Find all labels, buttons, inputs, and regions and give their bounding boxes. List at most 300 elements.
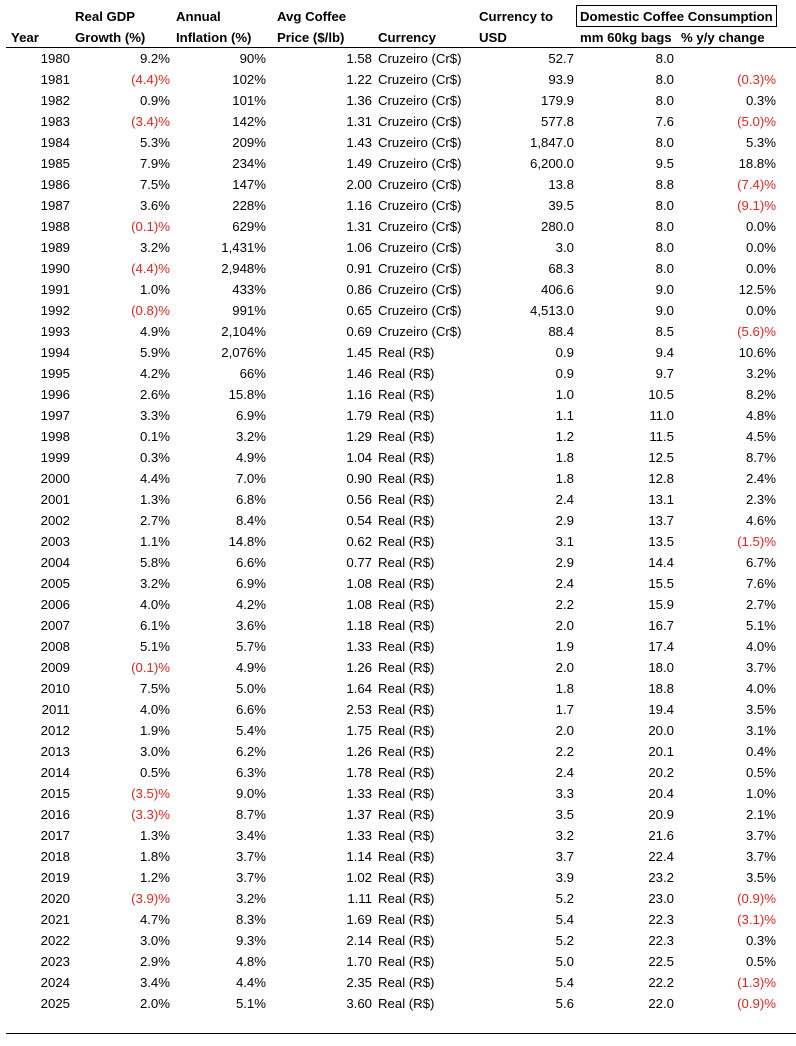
cell-coffee-price: 1.46 (346, 366, 372, 381)
cell-gdp-growth: 3.6% (139, 198, 170, 213)
cell-currency: Real (R$) (378, 996, 435, 1011)
cell-fx-rate: 2.2 (555, 597, 574, 612)
cell-gdp-growth: 5.1% (139, 639, 170, 654)
cell-inflation: 5.4% (235, 723, 266, 738)
header-inflation-line1: Annual (176, 9, 221, 24)
cell-currency: Real (R$) (378, 492, 435, 507)
table-row (0, 594, 796, 615)
cell-coffee-price: 1.79 (346, 408, 372, 423)
cell-coffee-price: 0.91 (346, 261, 372, 276)
cell-bags: 23.2 (648, 870, 674, 885)
cell-year: 1999 (40, 450, 70, 465)
table-row (0, 510, 796, 531)
cell-fx-rate: 2.9 (555, 555, 574, 570)
cell-fx-rate: 280.0 (540, 219, 574, 234)
table-row (0, 531, 796, 552)
table-row (0, 552, 796, 573)
cell-inflation: 4.8% (235, 954, 266, 969)
cell-fx-rate: 0.9 (555, 345, 574, 360)
cell-fx-rate: 179.9 (540, 93, 574, 108)
cell-currency: Real (R$) (378, 429, 435, 444)
cell-fx-rate: 52.7 (548, 51, 574, 66)
cell-yoy-change: (7.4)% (737, 177, 776, 192)
cell-gdp-growth: 7.9% (139, 156, 170, 171)
cell-yoy-change: 10.6% (738, 345, 776, 360)
cell-fx-rate: 3.9 (555, 870, 574, 885)
cell-gdp-growth: 1.9% (139, 723, 170, 738)
cell-yoy-change: (0.9)% (737, 891, 776, 906)
cell-gdp-growth: 7.5% (139, 681, 170, 696)
cell-currency: Real (R$) (378, 471, 435, 486)
cell-inflation: 9.3% (235, 933, 266, 948)
cell-gdp-growth: 1.3% (139, 492, 170, 507)
table-row (0, 69, 796, 90)
cell-gdp-growth: 5.8% (139, 555, 170, 570)
cell-year: 2006 (40, 597, 70, 612)
cell-year: 2008 (40, 639, 70, 654)
cell-bags: 13.7 (648, 513, 674, 528)
cell-coffee-price: 0.54 (346, 513, 372, 528)
cell-fx-rate: 3.2 (555, 828, 574, 843)
table-row (0, 447, 796, 468)
cell-fx-rate: 2.4 (555, 765, 574, 780)
cell-yoy-change: 0.3% (745, 933, 776, 948)
cell-fx-rate: 1.1 (555, 408, 574, 423)
cell-fx-rate: 2.0 (555, 723, 574, 738)
table-row (0, 384, 796, 405)
cell-fx-rate: 88.4 (548, 324, 574, 339)
cell-year: 2020 (40, 891, 70, 906)
cell-bags: 8.5 (655, 324, 674, 339)
cell-fx-rate: 1.8 (555, 681, 574, 696)
cell-fx-rate: 1.2 (555, 429, 574, 444)
cell-coffee-price: 1.26 (346, 744, 372, 759)
cell-yoy-change: 5.1% (745, 618, 776, 633)
cell-gdp-growth: 3.3% (139, 408, 170, 423)
cell-gdp-growth: 4.9% (139, 324, 170, 339)
cell-inflation: 2,948% (221, 261, 266, 276)
cell-yoy-change: 2.3% (745, 492, 776, 507)
cell-yoy-change: 0.0% (745, 219, 776, 234)
cell-inflation: 66% (239, 366, 266, 381)
cell-currency: Real (R$) (378, 366, 435, 381)
cell-coffee-price: 1.37 (346, 807, 372, 822)
header-bags: mm 60kg bags (580, 30, 672, 45)
cell-fx-rate: 3.3 (555, 786, 574, 801)
cell-yoy-change: 0.4% (745, 744, 776, 759)
cell-currency: Cruzeiro (Cr$) (378, 198, 462, 213)
cell-gdp-growth: 4.7% (139, 912, 170, 927)
cell-gdp-growth: 3.2% (139, 240, 170, 255)
cell-currency: Real (R$) (378, 387, 435, 402)
cell-year: 2013 (40, 744, 70, 759)
cell-inflation: 6.8% (235, 492, 266, 507)
cell-bags: 22.5 (648, 954, 674, 969)
cell-fx-rate: 39.5 (548, 198, 574, 213)
table-row (0, 846, 796, 867)
cell-currency: Real (R$) (378, 345, 435, 360)
cell-bags: 10.5 (648, 387, 674, 402)
cell-bags: 9.4 (655, 345, 674, 360)
cell-bags: 8.0 (655, 72, 674, 87)
cell-inflation: 5.7% (235, 639, 266, 654)
cell-yoy-change: 3.5% (745, 702, 776, 717)
table-row (0, 972, 796, 993)
cell-year: 1997 (40, 408, 70, 423)
cell-currency: Real (R$) (378, 408, 435, 423)
cell-currency: Real (R$) (378, 618, 435, 633)
cell-fx-rate: 3.5 (555, 807, 574, 822)
table-row (0, 699, 796, 720)
cell-year: 1984 (40, 135, 70, 150)
cell-bags: 18.8 (648, 681, 674, 696)
cell-coffee-price: 1.49 (346, 156, 372, 171)
cell-bags: 20.9 (648, 807, 674, 822)
cell-fx-rate: 3.7 (555, 849, 574, 864)
cell-yoy-change: 2.7% (745, 597, 776, 612)
cell-fx-rate: 4,513.0 (530, 303, 574, 318)
cell-fx-rate: 1.0 (555, 387, 574, 402)
cell-bags: 9.7 (655, 366, 674, 381)
cell-yoy-change: 0.3% (745, 93, 776, 108)
cell-gdp-growth: 3.4% (139, 975, 170, 990)
cell-coffee-price: 1.43 (346, 135, 372, 150)
table-row (0, 741, 796, 762)
cell-bags: 14.4 (648, 555, 674, 570)
cell-currency: Cruzeiro (Cr$) (378, 114, 462, 129)
cell-bags: 22.0 (648, 996, 674, 1011)
cell-inflation: 3.6% (235, 618, 266, 633)
cell-gdp-growth: 4.2% (139, 366, 170, 381)
cell-currency: Real (R$) (378, 828, 435, 843)
cell-yoy-change: 3.5% (745, 870, 776, 885)
cell-gdp-growth: 9.2% (139, 51, 170, 66)
cell-bags: 12.8 (648, 471, 674, 486)
cell-coffee-price: 2.14 (346, 933, 372, 948)
cell-currency: Real (R$) (378, 765, 435, 780)
cell-inflation: 4.9% (235, 660, 266, 675)
cell-year: 1996 (40, 387, 70, 402)
cell-bags: 22.3 (648, 912, 674, 927)
cell-yoy-change: 2.4% (745, 471, 776, 486)
cell-yoy-change: 4.8% (745, 408, 776, 423)
cell-gdp-growth: 1.1% (139, 534, 170, 549)
cell-bags: 18.0 (648, 660, 674, 675)
cell-bags: 20.1 (648, 744, 674, 759)
cell-fx-rate: 0.9 (555, 366, 574, 381)
table-row (0, 426, 796, 447)
cell-fx-rate: 6,200.0 (530, 156, 574, 171)
cell-yoy-change: 8.2% (745, 387, 776, 402)
cell-currency: Cruzeiro (Cr$) (378, 282, 462, 297)
cell-year: 1991 (40, 282, 70, 297)
cell-bags: 20.4 (648, 786, 674, 801)
cell-bags: 8.0 (655, 240, 674, 255)
cell-currency: Real (R$) (378, 681, 435, 696)
cell-year: 1998 (40, 429, 70, 444)
cell-inflation: 6.9% (235, 408, 266, 423)
cell-currency: Real (R$) (378, 954, 435, 969)
cell-yoy-change: 3.7% (745, 849, 776, 864)
cell-yoy-change: 0.0% (745, 303, 776, 318)
table-row (0, 720, 796, 741)
cell-bags: 22.2 (648, 975, 674, 990)
cell-gdp-growth: 2.7% (139, 513, 170, 528)
cell-yoy-change: 0.0% (745, 261, 776, 276)
cell-bags: 8.0 (655, 261, 674, 276)
cell-coffee-price: 0.65 (346, 303, 372, 318)
table-row (0, 993, 796, 1014)
cell-gdp-growth: (0.1)% (131, 660, 170, 675)
cell-bags: 9.0 (655, 303, 674, 318)
cell-year: 1993 (40, 324, 70, 339)
cell-year: 2018 (40, 849, 70, 864)
cell-inflation: 3.7% (235, 849, 266, 864)
table-row (0, 363, 796, 384)
header-gdp-line2: Growth (%) (75, 30, 146, 45)
cell-inflation: 3.2% (235, 429, 266, 444)
cell-yoy-change: 3.1% (745, 723, 776, 738)
cell-coffee-price: 1.11 (347, 891, 372, 906)
cell-yoy-change: 4.0% (745, 681, 776, 696)
cell-inflation: 5.1% (235, 996, 266, 1011)
cell-bags: 20.2 (648, 765, 674, 780)
table-row (0, 468, 796, 489)
table-row (0, 153, 796, 174)
cell-inflation: 3.4% (235, 828, 266, 843)
cell-inflation: 101% (232, 93, 266, 108)
cell-yoy-change: (5.6)% (737, 324, 776, 339)
cell-inflation: 6.6% (235, 555, 266, 570)
cell-fx-rate: 5.6 (555, 996, 574, 1011)
cell-coffee-price: 1.70 (346, 954, 372, 969)
cell-inflation: 6.6% (235, 702, 266, 717)
cell-currency: Real (R$) (378, 555, 435, 570)
table-row (0, 258, 796, 279)
cell-year: 1986 (40, 177, 70, 192)
cell-currency: Real (R$) (378, 807, 435, 822)
cell-coffee-price: 1.31 (346, 114, 372, 129)
table-row (0, 300, 796, 321)
table-row (0, 111, 796, 132)
cell-yoy-change: 6.7% (745, 555, 776, 570)
cell-bags: 23.0 (648, 891, 674, 906)
cell-bags: 8.8 (655, 177, 674, 192)
cell-inflation: 9.0% (235, 786, 266, 801)
table-row (0, 237, 796, 258)
table-row (0, 762, 796, 783)
cell-yoy-change: 12.5% (738, 282, 776, 297)
cell-inflation: 8.3% (235, 912, 266, 927)
cell-currency: Cruzeiro (Cr$) (378, 261, 462, 276)
header-year: Year (11, 30, 39, 45)
cell-inflation: 6.3% (235, 765, 266, 780)
cell-coffee-price: 1.33 (346, 786, 372, 801)
cell-inflation: 4.2% (235, 597, 266, 612)
cell-gdp-growth: (3.9)% (131, 891, 170, 906)
cell-coffee-price: 0.86 (346, 282, 372, 297)
cell-currency: Real (R$) (378, 513, 435, 528)
cell-yoy-change: 3.7% (745, 828, 776, 843)
cell-gdp-growth: 4.4% (139, 471, 170, 486)
table-row (0, 909, 796, 930)
cell-gdp-growth: 5.9% (139, 345, 170, 360)
table-row (0, 804, 796, 825)
cell-year: 1990 (40, 261, 70, 276)
cell-yoy-change: 0.0% (745, 240, 776, 255)
cell-yoy-change: 4.6% (745, 513, 776, 528)
cell-inflation: 8.4% (235, 513, 266, 528)
cell-gdp-growth: 4.0% (139, 702, 170, 717)
cell-coffee-price: 1.22 (346, 72, 372, 87)
header-fx-line2: USD (479, 30, 507, 45)
table-row (0, 573, 796, 594)
cell-year: 2025 (40, 996, 70, 1011)
cell-yoy-change: (0.3)% (737, 72, 776, 87)
table-row (0, 615, 796, 636)
cell-fx-rate: 2.2 (555, 744, 574, 759)
cell-gdp-growth: 1.3% (139, 828, 170, 843)
cell-fx-rate: 5.2 (555, 891, 574, 906)
cell-year: 2021 (40, 912, 70, 927)
cell-bags: 8.0 (655, 93, 674, 108)
cell-inflation: 7.0% (235, 471, 266, 486)
cell-coffee-price: 1.18 (346, 618, 372, 633)
table-row (0, 783, 796, 804)
cell-coffee-price: 2.53 (346, 702, 372, 717)
cell-coffee-price: 1.64 (346, 681, 372, 696)
cell-bags: 9.5 (655, 156, 674, 171)
table-row (0, 867, 796, 888)
cell-fx-rate: 2.0 (555, 660, 574, 675)
cell-coffee-price: 1.16 (346, 198, 372, 213)
table-row (0, 321, 796, 342)
cell-coffee-price: 2.00 (346, 177, 372, 192)
cell-currency: Real (R$) (378, 891, 435, 906)
cell-inflation: 2,104% (221, 324, 266, 339)
cell-inflation: 5.0% (235, 681, 266, 696)
cell-gdp-growth: 0.1% (139, 429, 170, 444)
cell-fx-rate: 577.8 (540, 114, 574, 129)
cell-currency: Real (R$) (378, 534, 435, 549)
cell-bags: 17.4 (648, 639, 674, 654)
cell-currency: Real (R$) (378, 702, 435, 717)
header-coffee-price-line2: Price ($/lb) (277, 30, 345, 45)
cell-inflation: 8.7% (235, 807, 266, 822)
cell-currency: Real (R$) (378, 450, 435, 465)
cell-bags: 7.6 (655, 114, 674, 129)
table-row (0, 174, 796, 195)
cell-currency: Real (R$) (378, 849, 435, 864)
cell-fx-rate: 13.8 (548, 177, 574, 192)
table-row (0, 90, 796, 111)
cell-currency: Cruzeiro (Cr$) (378, 324, 462, 339)
table-row (0, 951, 796, 972)
cell-currency: Real (R$) (378, 744, 435, 759)
cell-fx-rate: 1.8 (555, 450, 574, 465)
cell-bags: 19.4 (648, 702, 674, 717)
cell-coffee-price: 1.45 (346, 345, 372, 360)
cell-yoy-change: 5.3% (745, 135, 776, 150)
cell-fx-rate: 406.6 (540, 282, 574, 297)
cell-fx-rate: 1.9 (555, 639, 574, 654)
cell-inflation: 15.8% (228, 387, 266, 402)
cell-gdp-growth: 0.5% (139, 765, 170, 780)
cell-coffee-price: 1.78 (346, 765, 372, 780)
table-row (0, 930, 796, 951)
cell-year: 1994 (40, 345, 70, 360)
cell-year: 2002 (40, 513, 70, 528)
cell-year: 1980 (40, 51, 70, 66)
cell-year: 2003 (40, 534, 70, 549)
cell-fx-rate: 5.4 (555, 912, 574, 927)
cell-fx-rate: 3.1 (555, 534, 574, 549)
cell-currency: Cruzeiro (Cr$) (378, 177, 462, 192)
cell-inflation: 90% (239, 51, 266, 66)
cell-yoy-change: 0.5% (745, 954, 776, 969)
cell-year: 2007 (40, 618, 70, 633)
cell-coffee-price: 1.33 (346, 639, 372, 654)
cell-year: 1987 (40, 198, 70, 213)
cell-fx-rate: 2.4 (555, 492, 574, 507)
cell-gdp-growth: 2.6% (139, 387, 170, 402)
cell-year: 1995 (40, 366, 70, 381)
cell-currency: Cruzeiro (Cr$) (378, 72, 462, 87)
cell-year: 1988 (40, 219, 70, 234)
cell-currency: Cruzeiro (Cr$) (378, 156, 462, 171)
cell-currency: Real (R$) (378, 912, 435, 927)
cell-coffee-price: 1.69 (346, 912, 372, 927)
cell-currency: Cruzeiro (Cr$) (378, 240, 462, 255)
cell-inflation: 234% (232, 156, 266, 171)
table-row (0, 405, 796, 426)
cell-coffee-price: 1.31 (346, 219, 372, 234)
cell-bags: 11.0 (649, 408, 674, 423)
cell-currency: Real (R$) (378, 597, 435, 612)
cell-year: 2024 (40, 975, 70, 990)
cell-year: 2000 (40, 471, 70, 486)
cell-yoy-change: 1.0% (745, 786, 776, 801)
header-yoy: % y/y change (681, 30, 765, 45)
cell-year: 1981 (40, 72, 70, 87)
cell-bags: 8.0 (655, 51, 674, 66)
cell-year: 2009 (40, 660, 70, 675)
cell-inflation: 147% (232, 177, 266, 192)
cell-year: 2004 (40, 555, 70, 570)
cell-year: 2012 (40, 723, 70, 738)
cell-gdp-growth: 2.9% (139, 954, 170, 969)
cell-bags: 22.4 (648, 849, 674, 864)
cell-fx-rate: 1,847.0 (530, 135, 574, 150)
cell-yoy-change: (1.3)% (737, 975, 776, 990)
table-row (0, 48, 796, 69)
cell-fx-rate: 1.7 (555, 702, 574, 717)
cell-bags: 20.0 (648, 723, 674, 738)
table-row (0, 888, 796, 909)
cell-fx-rate: 2.9 (555, 513, 574, 528)
cell-yoy-change: 8.7% (745, 450, 776, 465)
cell-currency: Cruzeiro (Cr$) (378, 303, 462, 318)
cell-year: 1982 (40, 93, 70, 108)
cell-bags: 15.9 (648, 597, 674, 612)
cell-inflation: 3.2% (235, 891, 266, 906)
cell-inflation: 4.4% (235, 975, 266, 990)
cell-gdp-growth: (4.4)% (131, 261, 170, 276)
cell-fx-rate: 5.4 (555, 975, 574, 990)
cell-coffee-price: 1.29 (346, 429, 372, 444)
cell-gdp-growth: (4.4)% (131, 72, 170, 87)
cell-coffee-price: 1.08 (346, 597, 372, 612)
